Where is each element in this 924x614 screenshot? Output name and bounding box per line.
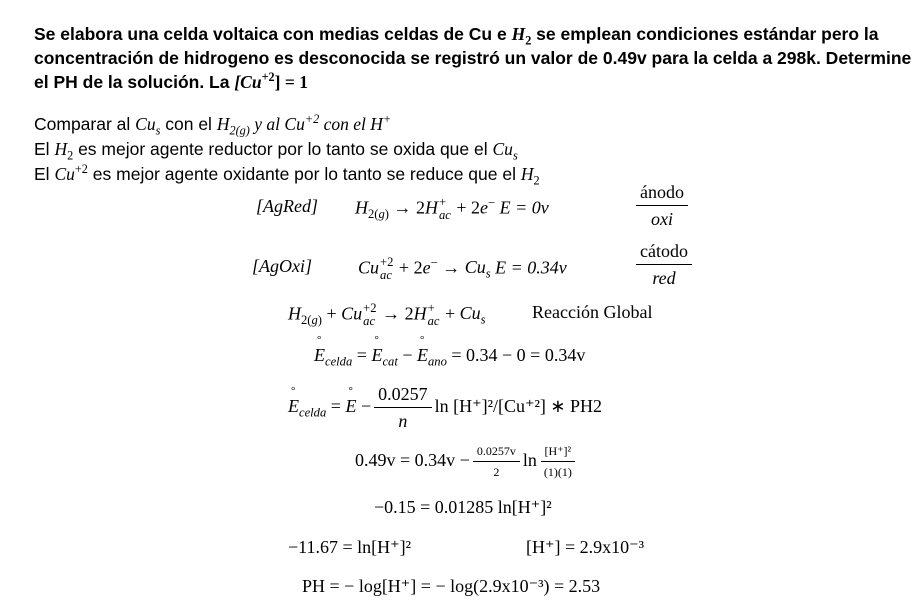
compare-line-1: Comparar al $Cu_s$ con el $H_{2(g)}$ y al $Cu^{+2}$ con el H+ <box>34 112 392 138</box>
substitution-equation: 0.49v = 0.34v − $\frac{0.0257v}{2}$ ln $\frac{\text{[H⁺]²}}{(1)(1)}$ <box>355 444 579 480</box>
final-ph: PH = − log[H⁺] = − log(2.9x10⁻³) = 2.53 <box>302 576 601 596</box>
cathode-fraction: $\frac{\text{cátodo}}{\text{red}}$ <box>636 241 692 289</box>
step-2-right: [H⁺] = 2.9x10⁻³ <box>526 537 645 557</box>
step-1: −0.15 = 0.01285 ln[H⁺]² <box>374 497 552 517</box>
nernst-equation: E ° $_{celda}$ = E ° − $\frac{0.0257}{n}$ ln [H⁺]²/[Cu⁺²] ∗ PH2 <box>288 384 602 431</box>
ag-red-label: [AgRed] <box>256 196 318 216</box>
ecelda-equation: E ° $_{celda}$ = E ° $_{cat}$ − E ° $_{ano}$ = 0.34 − 0 = 0.34v <box>314 334 586 369</box>
step-2-left: −11.67 = ln[H⁺]² <box>288 537 412 557</box>
problem-line-1: Se elabora una celda voltaica con medias celdas de Cu e $H_2$ se emplean condiciones estándar pero la <box>34 24 879 48</box>
anode-fraction: $\frac{\text{ánodo}}{\text{oxi}}$ <box>636 182 688 230</box>
half-reaction-cathode: Cu +2 ac + $2e^- \to Cu_s$ E = 0.34v <box>358 255 567 283</box>
problem-line-3: el PH de la solución. La $[Cu^{+2}] = 1$ <box>34 70 308 92</box>
global-reaction: $H_{2(g)} + Cu$ +2 ac → 2H + ac + $Cu_s$ <box>288 301 486 329</box>
problem-line-2: concentración de hidrogeno es desconocida se registró un valor de 0.49v para la celda a 298k. Determine <box>34 48 912 68</box>
half-reaction-anode: $H_{2(g)} \to 2H$ + ac + 2e− E = 0v <box>355 195 549 223</box>
ag-oxi-label: [AgOxi] <box>252 256 312 276</box>
global-reaction-label: Reacción Global <box>532 302 653 322</box>
problem-statement <box>34 22 914 94</box>
compare-line-3: El $Cu^{+2}$ es mejor agente oxidante por lo tanto se reduce que el $H_2$ <box>34 162 540 188</box>
compare-line-2: El $H_2$ es mejor agente reductor por lo tanto se oxida que el $Cu_s$ <box>34 139 518 163</box>
